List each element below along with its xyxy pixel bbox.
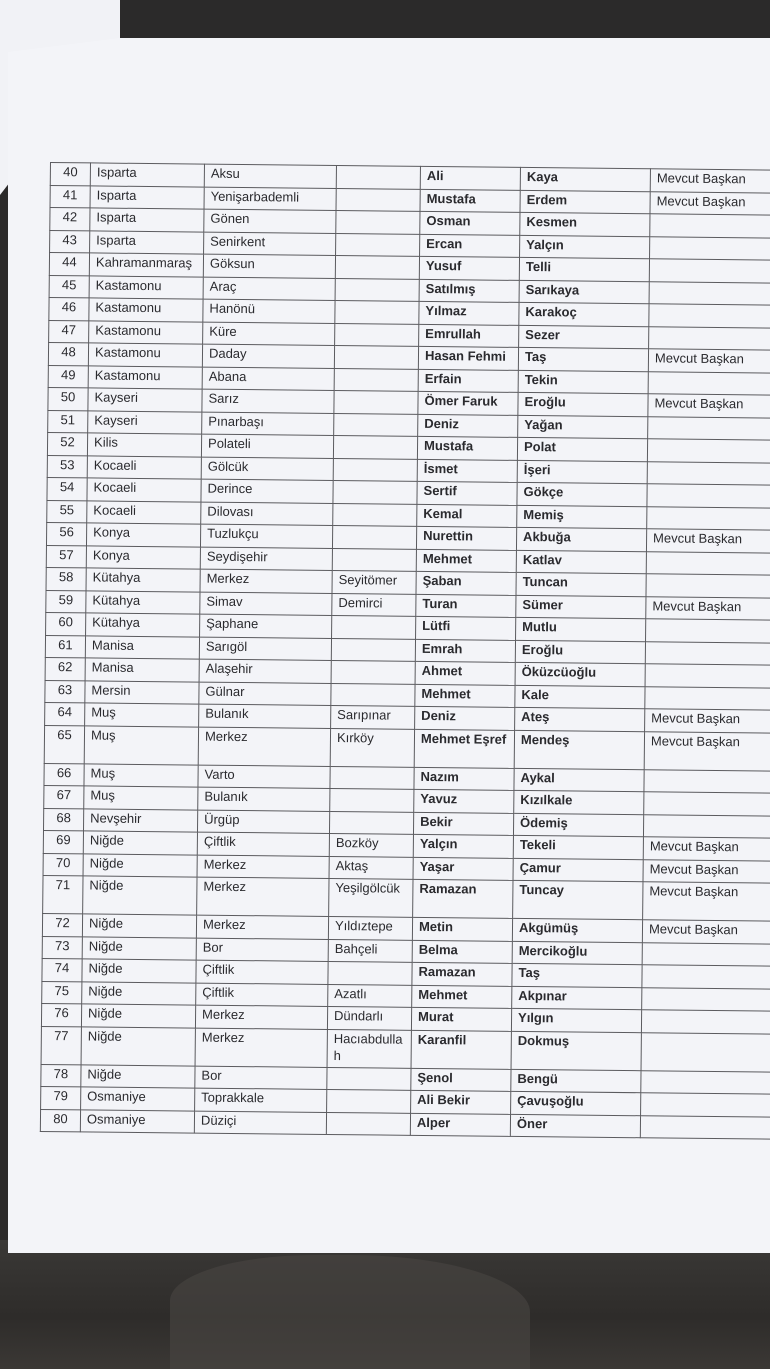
first-name-cell: Murat bbox=[411, 1007, 511, 1031]
table-body bbox=[40, 163, 770, 1140]
district-cell: Gülnar bbox=[199, 682, 331, 706]
row-number-cell: 67 bbox=[44, 785, 84, 808]
province-cell: Isparta bbox=[90, 163, 204, 187]
province-cell: Manisa bbox=[85, 635, 199, 659]
note-cell bbox=[642, 965, 770, 989]
province-cell: Kastamonu bbox=[88, 343, 202, 367]
district-cell: Merkez bbox=[200, 569, 332, 593]
note-cell bbox=[641, 1093, 770, 1117]
row-number-cell: 41 bbox=[50, 185, 90, 208]
last-name-cell: Tuncay bbox=[513, 880, 643, 919]
first-name-cell: Ercan bbox=[420, 234, 520, 258]
town-cell bbox=[333, 480, 417, 503]
province-cell: Kocaeli bbox=[87, 500, 201, 524]
row-number-cell: 80 bbox=[40, 1109, 80, 1132]
row-number-cell: 71 bbox=[43, 875, 83, 913]
row-number-cell: 52 bbox=[47, 432, 87, 455]
last-name-cell: Bengü bbox=[511, 1069, 641, 1093]
photo-shadow bbox=[170, 1255, 530, 1369]
district-cell: Çiftlik bbox=[196, 960, 328, 984]
province-cell: Kastamonu bbox=[89, 275, 203, 299]
district-cell: Tuzlukçu bbox=[200, 524, 332, 548]
first-name-cell: Ahmet bbox=[415, 661, 515, 685]
first-name-cell: Hasan Fehmi bbox=[418, 346, 518, 370]
first-name-cell: Mehmet bbox=[416, 549, 516, 573]
note-cell bbox=[646, 619, 770, 643]
town-cell bbox=[334, 390, 418, 413]
province-cell: Niğde bbox=[82, 936, 196, 960]
province-cell: Mersin bbox=[85, 680, 199, 704]
row-number-cell: 76 bbox=[41, 1003, 81, 1026]
first-name-cell: Mehmet bbox=[415, 684, 515, 708]
town-cell: Yeşilgölcük bbox=[329, 878, 413, 917]
last-name-cell: Tekeli bbox=[513, 835, 643, 859]
town-cell bbox=[331, 638, 415, 661]
town-cell: Kırköy bbox=[330, 728, 414, 767]
province-cell: Niğde bbox=[83, 853, 197, 877]
note-cell bbox=[647, 484, 770, 508]
last-name-cell: Tuncan bbox=[516, 572, 646, 596]
district-cell: Şaphane bbox=[200, 614, 332, 638]
province-cell: Niğde bbox=[81, 1004, 195, 1028]
town-cell bbox=[334, 413, 418, 436]
district-cell: Küre bbox=[203, 322, 335, 346]
note-cell: Mevcut Başkan bbox=[646, 529, 770, 553]
last-name-cell: Sezer bbox=[519, 325, 649, 349]
note-cell bbox=[648, 371, 770, 395]
town-cell bbox=[336, 166, 420, 189]
province-cell: Kastamonu bbox=[89, 320, 203, 344]
province-cell: Kahramanmaraş bbox=[89, 253, 203, 277]
last-name-cell: Aykal bbox=[514, 768, 644, 792]
province-cell: Konya bbox=[86, 523, 200, 547]
row-number-cell: 49 bbox=[48, 365, 88, 388]
town-cell bbox=[336, 233, 420, 256]
first-name-cell: Yılmaz bbox=[419, 301, 519, 325]
note-cell bbox=[642, 987, 770, 1011]
district-cell: Hanönü bbox=[203, 299, 335, 323]
district-cell: Göksun bbox=[203, 254, 335, 278]
province-cell: Niğde bbox=[81, 1064, 195, 1088]
town-cell: Bahçeli bbox=[328, 939, 412, 962]
row-number-cell: 57 bbox=[46, 545, 86, 568]
last-name-cell: Karakoç bbox=[519, 302, 649, 326]
row-number-cell: 51 bbox=[48, 410, 88, 433]
district-cell: Dilovası bbox=[201, 502, 333, 526]
last-name-cell: Katlav bbox=[516, 550, 646, 574]
district-cell: Varto bbox=[198, 765, 330, 789]
town-cell: Aktaş bbox=[329, 856, 413, 879]
first-name-cell: Ömer Faruk bbox=[418, 391, 518, 415]
row-number-cell: 45 bbox=[49, 275, 89, 298]
district-cell: Polateli bbox=[201, 434, 333, 458]
note-cell bbox=[642, 942, 770, 966]
first-name-cell: Şaban bbox=[416, 571, 516, 595]
note-cell bbox=[648, 416, 770, 440]
town-cell: Demirci bbox=[332, 593, 416, 616]
first-name-cell: Belma bbox=[412, 940, 512, 964]
town-cell: Bozköy bbox=[329, 833, 413, 856]
first-name-cell: Nazım bbox=[414, 767, 514, 791]
town-cell: Yıldıztepe bbox=[328, 916, 412, 939]
first-name-cell: Deniz bbox=[418, 414, 518, 438]
last-name-cell: Kale bbox=[515, 685, 645, 709]
town-cell: Seyitömer bbox=[332, 570, 416, 593]
town-cell bbox=[327, 1067, 411, 1090]
first-name-cell: Turan bbox=[416, 594, 516, 618]
district-cell: Seydişehir bbox=[200, 547, 332, 571]
district-cell: Gölcük bbox=[201, 457, 333, 481]
town-cell bbox=[332, 615, 416, 638]
town-cell bbox=[333, 435, 417, 458]
last-name-cell: İşeri bbox=[517, 460, 647, 484]
note-cell bbox=[647, 461, 770, 485]
town-cell: Sarıpınar bbox=[331, 705, 415, 728]
district-cell: Merkez bbox=[196, 915, 328, 939]
candidate-table bbox=[40, 162, 770, 1140]
district-cell: Aksu bbox=[204, 164, 336, 188]
district-cell: Abana bbox=[202, 367, 334, 391]
first-name-cell: Mehmet bbox=[412, 985, 512, 1009]
town-cell bbox=[330, 788, 414, 811]
last-name-cell: Öküzcüoğlu bbox=[515, 662, 645, 686]
province-cell: Nevşehir bbox=[83, 808, 197, 832]
district-cell: Senirkent bbox=[204, 232, 336, 256]
province-cell: Muş bbox=[84, 786, 198, 810]
district-cell: Çiftlik bbox=[197, 832, 329, 856]
row-number-cell: 79 bbox=[41, 1086, 81, 1109]
first-name-cell: İsmet bbox=[417, 459, 517, 483]
note-cell bbox=[643, 814, 770, 838]
town-cell bbox=[336, 210, 420, 233]
province-cell: Kayseri bbox=[88, 388, 202, 412]
note-cell: Mevcut Başkan bbox=[646, 596, 770, 620]
province-cell: Kütahya bbox=[86, 613, 200, 637]
first-name-cell: Mehmet Eşref bbox=[414, 729, 514, 768]
last-name-cell: Kaya bbox=[520, 167, 650, 191]
row-number-cell: 66 bbox=[44, 763, 84, 786]
note-cell: Mevcut Başkan bbox=[650, 191, 770, 215]
district-cell: Pınarbaşı bbox=[202, 412, 334, 436]
town-cell: Hacıabdullah bbox=[327, 1029, 411, 1068]
town-cell bbox=[335, 300, 419, 323]
first-name-cell: Erfain bbox=[418, 369, 518, 393]
town-cell bbox=[331, 660, 415, 683]
province-cell: Muş bbox=[85, 703, 199, 727]
first-name-cell: Deniz bbox=[415, 706, 515, 730]
last-name-cell: Yağan bbox=[518, 415, 648, 439]
note-cell bbox=[645, 686, 770, 710]
first-name-cell: Lütfi bbox=[416, 616, 516, 640]
note-cell bbox=[644, 792, 770, 816]
district-cell: Toprakkale bbox=[195, 1088, 327, 1112]
province-cell: Kayseri bbox=[88, 410, 202, 434]
province-cell: Niğde bbox=[82, 959, 196, 983]
note-cell bbox=[649, 259, 770, 283]
row-number-cell: 74 bbox=[42, 958, 82, 981]
first-name-cell: Ali Bekir bbox=[411, 1090, 511, 1114]
first-name-cell: Osman bbox=[420, 211, 520, 235]
town-cell bbox=[330, 766, 414, 789]
district-cell: Merkez bbox=[197, 855, 329, 879]
town-cell bbox=[331, 683, 415, 706]
row-number-cell: 63 bbox=[45, 680, 85, 703]
row-number-cell: 43 bbox=[50, 230, 90, 253]
note-cell bbox=[649, 326, 770, 350]
first-name-cell: Emrullah bbox=[419, 324, 519, 348]
town-cell bbox=[328, 961, 412, 984]
province-cell: Kütahya bbox=[86, 568, 200, 592]
note-cell: Mevcut Başkan bbox=[645, 709, 770, 733]
first-name-cell: Metin bbox=[412, 917, 512, 941]
note-cell: Mevcut Başkan bbox=[648, 349, 770, 373]
last-name-cell: Akgümüş bbox=[512, 918, 642, 942]
town-cell bbox=[333, 458, 417, 481]
note-cell: Mevcut Başkan bbox=[643, 859, 770, 883]
town-cell bbox=[335, 323, 419, 346]
province-cell: Muş bbox=[84, 763, 198, 787]
province-cell: Muş bbox=[84, 725, 198, 764]
row-number-cell: 62 bbox=[45, 657, 85, 680]
town-cell bbox=[329, 811, 413, 834]
province-cell: Niğde bbox=[82, 914, 196, 938]
last-name-cell: Çavuşoğlu bbox=[511, 1091, 641, 1115]
province-cell: Kütahya bbox=[86, 590, 200, 614]
province-cell: Kilis bbox=[87, 433, 201, 457]
note-cell bbox=[650, 236, 770, 260]
first-name-cell: Emrah bbox=[415, 639, 515, 663]
province-cell: Isparta bbox=[90, 208, 204, 232]
row-number-cell: 68 bbox=[43, 808, 83, 831]
row-number-cell: 65 bbox=[44, 725, 84, 763]
last-name-cell: Sarıkaya bbox=[519, 280, 649, 304]
town-cell bbox=[333, 503, 417, 526]
district-cell: Bulanık bbox=[199, 704, 331, 728]
row-number-cell: 72 bbox=[42, 913, 82, 936]
last-name-cell: Öner bbox=[510, 1114, 640, 1138]
last-name-cell: Dokmuş bbox=[511, 1031, 641, 1070]
note-cell bbox=[649, 281, 770, 305]
note-cell bbox=[644, 769, 770, 793]
district-cell: Merkez bbox=[195, 1028, 327, 1067]
district-cell: Sarız bbox=[202, 389, 334, 413]
district-cell: Merkez bbox=[198, 727, 330, 766]
last-name-cell: Yılgın bbox=[511, 1008, 641, 1032]
row-number-cell: 73 bbox=[42, 936, 82, 959]
note-cell bbox=[640, 1115, 770, 1139]
first-name-cell: Ramazan bbox=[412, 962, 512, 986]
row-number-cell: 64 bbox=[45, 702, 85, 725]
district-cell: Bulanık bbox=[198, 787, 330, 811]
district-cell: Çiftlik bbox=[196, 983, 328, 1007]
row-number-cell: 53 bbox=[47, 455, 87, 478]
note-cell bbox=[647, 439, 770, 463]
district-cell: Gönen bbox=[204, 209, 336, 233]
note-cell: Mevcut Başkan bbox=[643, 882, 770, 921]
last-name-cell: Çamur bbox=[513, 858, 643, 882]
last-name-cell: Taş bbox=[518, 347, 648, 371]
last-name-cell: Gökçe bbox=[517, 482, 647, 506]
first-name-cell: Yalçın bbox=[413, 834, 513, 858]
note-cell bbox=[646, 574, 770, 598]
first-name-cell: Mustafa bbox=[420, 189, 520, 213]
last-name-cell: Eroğlu bbox=[518, 392, 648, 416]
district-cell: Bor bbox=[196, 938, 328, 962]
row-number-cell: 47 bbox=[49, 320, 89, 343]
province-cell: Niğde bbox=[83, 831, 197, 855]
district-cell: Alaşehir bbox=[199, 659, 331, 683]
note-cell bbox=[641, 1070, 770, 1094]
last-name-cell: Taş bbox=[512, 963, 642, 987]
province-cell: Niğde bbox=[83, 876, 197, 915]
last-name-cell: Memiş bbox=[517, 505, 647, 529]
first-name-cell: Sertif bbox=[417, 481, 517, 505]
last-name-cell: Mutlu bbox=[516, 617, 646, 641]
row-number-cell: 56 bbox=[46, 522, 86, 545]
last-name-cell: Tekin bbox=[518, 370, 648, 394]
town-cell bbox=[335, 278, 419, 301]
note-cell bbox=[645, 641, 770, 665]
note-cell: Mevcut Başkan bbox=[648, 394, 770, 418]
district-cell: Sarıgöl bbox=[199, 637, 331, 661]
last-name-cell: Yalçın bbox=[520, 235, 650, 259]
first-name-cell: Nurettin bbox=[416, 526, 516, 550]
row-number-cell: 70 bbox=[43, 853, 83, 876]
note-cell bbox=[650, 214, 770, 238]
town-cell: Dündarlı bbox=[327, 1006, 411, 1029]
last-name-cell: Akbuğa bbox=[516, 527, 646, 551]
row-number-cell: 55 bbox=[47, 500, 87, 523]
town-cell bbox=[336, 188, 420, 211]
row-number-cell: 54 bbox=[47, 477, 87, 500]
row-number-cell: 48 bbox=[48, 342, 88, 365]
note-cell bbox=[645, 664, 770, 688]
last-name-cell: Akpınar bbox=[512, 986, 642, 1010]
row-number-cell: 50 bbox=[48, 387, 88, 410]
town-cell: Azatlı bbox=[328, 984, 412, 1007]
district-cell: Araç bbox=[203, 277, 335, 301]
province-cell: Niğde bbox=[81, 1026, 195, 1065]
last-name-cell: Ateş bbox=[515, 707, 645, 731]
last-name-cell: Sümer bbox=[516, 595, 646, 619]
note-cell bbox=[646, 551, 770, 575]
last-name-cell: Erdem bbox=[520, 190, 650, 214]
province-cell: Niğde bbox=[82, 981, 196, 1005]
row-number-cell: 44 bbox=[49, 253, 89, 276]
province-cell: Konya bbox=[86, 545, 200, 569]
province-cell: Kastamonu bbox=[88, 365, 202, 389]
first-name-cell: Satılmış bbox=[419, 279, 519, 303]
district-cell: Merkez bbox=[195, 1005, 327, 1029]
row-number-cell: 61 bbox=[45, 635, 85, 658]
province-cell: Kocaeli bbox=[87, 478, 201, 502]
first-name-cell: Yavuz bbox=[414, 789, 514, 813]
first-name-cell: Mustafa bbox=[417, 436, 517, 460]
first-name-cell: Yusuf bbox=[419, 256, 519, 280]
note-cell bbox=[649, 304, 770, 328]
town-cell bbox=[334, 368, 418, 391]
note-cell: Mevcut Başkan bbox=[650, 169, 770, 193]
province-cell: Isparta bbox=[90, 230, 204, 254]
note-cell bbox=[641, 1010, 770, 1034]
town-cell bbox=[332, 525, 416, 548]
district-cell: Bor bbox=[195, 1066, 327, 1090]
note-cell bbox=[641, 1032, 770, 1071]
row-number-cell: 60 bbox=[46, 612, 86, 635]
first-name-cell: Bekir bbox=[413, 812, 513, 836]
first-name-cell: Kemal bbox=[417, 504, 517, 528]
row-number-cell: 69 bbox=[43, 830, 83, 853]
last-name-cell: Mendeş bbox=[514, 730, 644, 769]
note-cell bbox=[647, 506, 770, 530]
district-cell: Yenişarbademli bbox=[204, 187, 336, 211]
town-cell bbox=[335, 255, 419, 278]
district-cell: Ürgüp bbox=[197, 810, 329, 834]
row-number-cell: 78 bbox=[41, 1064, 81, 1087]
row-number-cell: 58 bbox=[46, 567, 86, 590]
table-container bbox=[40, 162, 770, 1140]
district-cell: Derince bbox=[201, 479, 333, 503]
district-cell: Simav bbox=[200, 592, 332, 616]
province-cell: Manisa bbox=[85, 658, 199, 682]
town-cell bbox=[326, 1112, 410, 1135]
province-cell: Kocaeli bbox=[87, 455, 201, 479]
last-name-cell: Mercikoğlu bbox=[512, 941, 642, 965]
last-name-cell: Ödemiş bbox=[513, 813, 643, 837]
province-cell: Kastamonu bbox=[89, 298, 203, 322]
first-name-cell: Şenol bbox=[411, 1068, 511, 1092]
last-name-cell: Telli bbox=[519, 257, 649, 281]
last-name-cell: Kesmen bbox=[520, 212, 650, 236]
row-number-cell: 42 bbox=[50, 208, 90, 231]
last-name-cell: Eroğlu bbox=[515, 640, 645, 664]
last-name-cell: Polat bbox=[517, 437, 647, 461]
district-cell: Daday bbox=[202, 344, 334, 368]
row-number-cell: 59 bbox=[46, 590, 86, 613]
row-number-cell: 46 bbox=[49, 297, 89, 320]
note-cell: Mevcut Başkan bbox=[642, 920, 770, 944]
district-cell: Düziçi bbox=[194, 1111, 326, 1135]
first-name-cell: Yaşar bbox=[413, 857, 513, 881]
row-number-cell: 75 bbox=[42, 981, 82, 1004]
last-name-cell: Kızılkale bbox=[514, 790, 644, 814]
note-cell: Mevcut Başkan bbox=[643, 837, 770, 861]
district-cell: Merkez bbox=[197, 877, 329, 916]
note-cell: Mevcut Başkan bbox=[644, 731, 770, 770]
province-cell: Osmaniye bbox=[81, 1087, 195, 1111]
province-cell: Osmaniye bbox=[80, 1109, 194, 1133]
first-name-cell: Ali bbox=[420, 166, 520, 190]
first-name-cell: Ramazan bbox=[413, 879, 513, 918]
first-name-cell: Alper bbox=[410, 1113, 510, 1137]
row-number-cell: 77 bbox=[41, 1026, 81, 1064]
row-number-cell: 40 bbox=[50, 163, 90, 186]
first-name-cell: Karanfil bbox=[411, 1030, 511, 1069]
town-cell bbox=[334, 345, 418, 368]
town-cell bbox=[332, 548, 416, 571]
town-cell bbox=[327, 1089, 411, 1112]
province-cell: Isparta bbox=[90, 185, 204, 209]
